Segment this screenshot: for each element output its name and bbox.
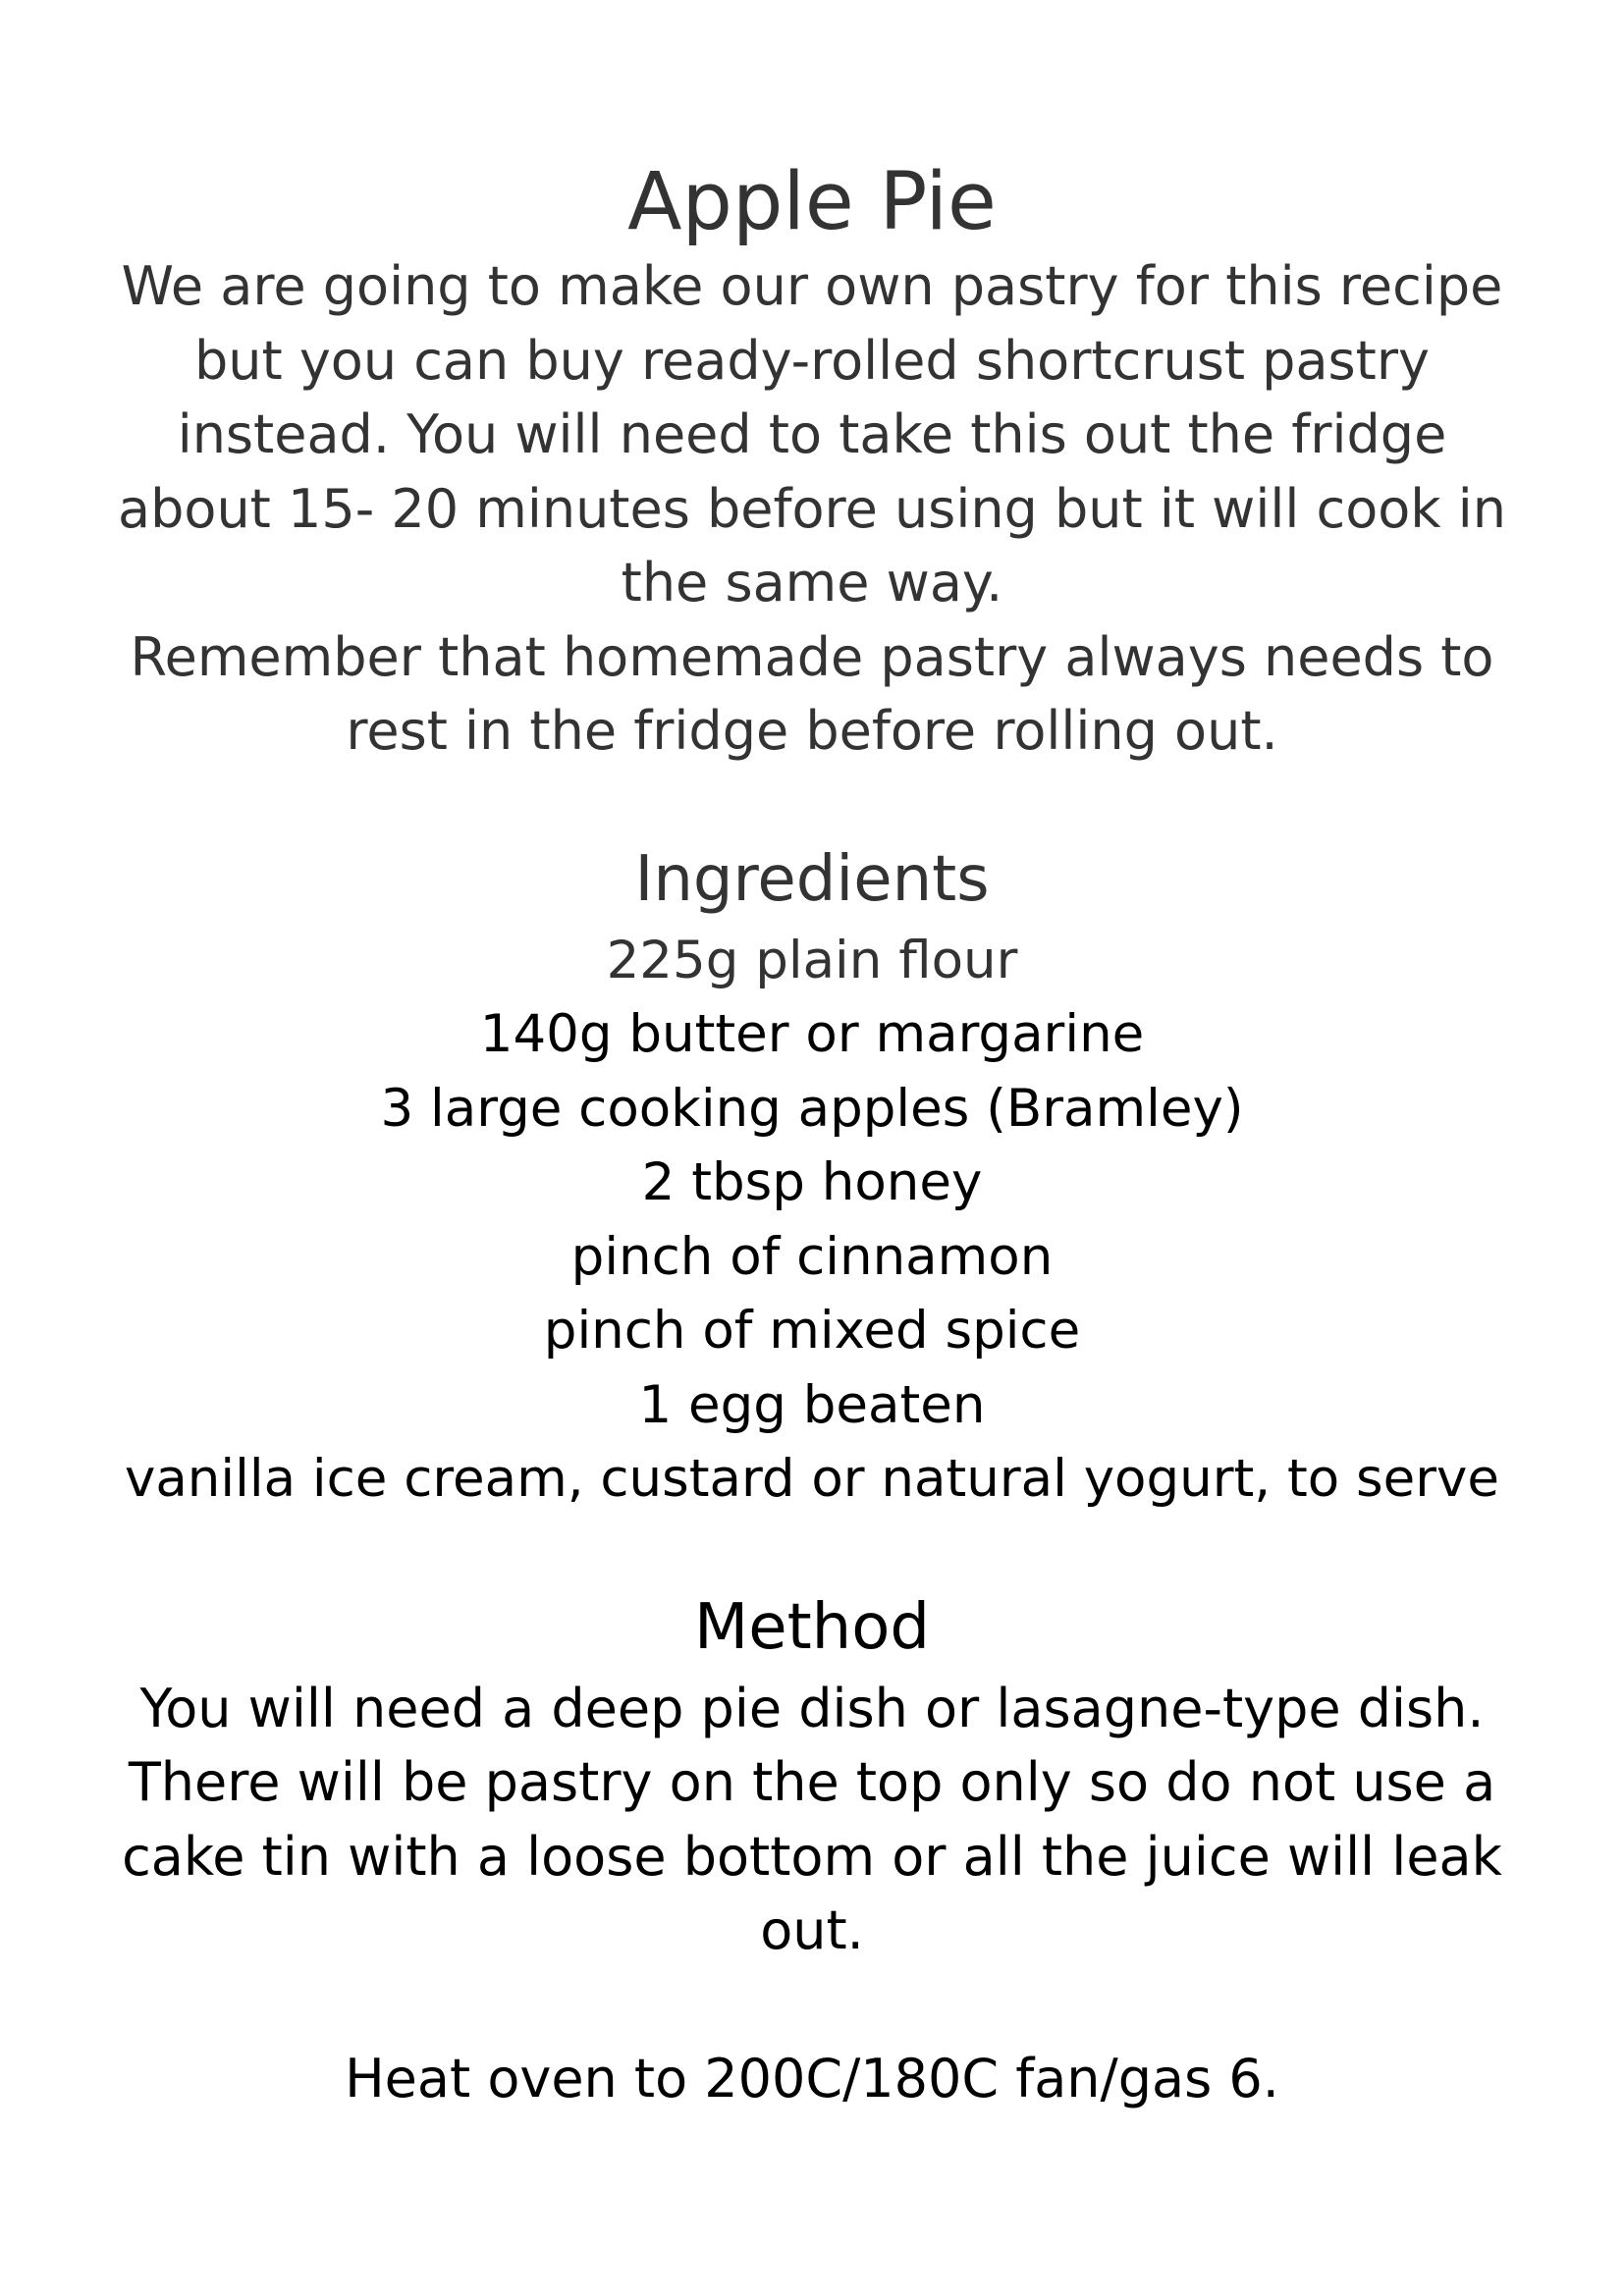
method-paragraph: You will need a deep pie dish or lasagne-type dish. There will be pastry on the top only so do not use a cake tin with a loose bottom or all the juice will leak out. — [122, 1677, 1502, 1961]
ingredient-item: 1 egg beaten — [638, 1374, 986, 1435]
intro-paragraph: We are going to make our own pastry for this recipe but you can buy ready-rolled shortcrust pastry instead. You will need to take this out the fridge about 15- 20 minutes before using but it will cook in the same way. — [118, 255, 1506, 614]
paragraph-spacer — [115, 1968, 1509, 2042]
ingredient-item: 140g butter or margarine — [479, 1004, 1145, 1064]
ingredient-item: pinch of cinnamon — [570, 1226, 1054, 1287]
ingredient-item: vanilla ice cream, custard or natural yogurt, to serve — [124, 1449, 1500, 1509]
ingredient-item: 2 tbsp honey — [641, 1152, 983, 1212]
recipe-intro — [115, 249, 1509, 769]
method-section — [0, 1583, 1624, 2116]
recipe-title: Apple Pie — [627, 156, 997, 248]
ingredient-list — [0, 924, 1624, 1517]
ingredient-item: pinch of mixed spice — [543, 1301, 1081, 1361]
ingredients-heading: Ingredients — [634, 842, 990, 916]
method-text — [115, 1672, 1509, 2116]
method-paragraph: Heat oven to 200C/180C fan/gas 6. — [345, 2047, 1279, 2109]
ingredient-item: 225g plain flour — [606, 930, 1018, 990]
method-heading: Method — [693, 1590, 931, 1664]
ingredient-item: 3 large cooking apples (Bramley) — [380, 1078, 1244, 1139]
intro-paragraph: Remember that homemade pastry always needs to rest in the fridge before rolling out. — [130, 625, 1494, 762]
